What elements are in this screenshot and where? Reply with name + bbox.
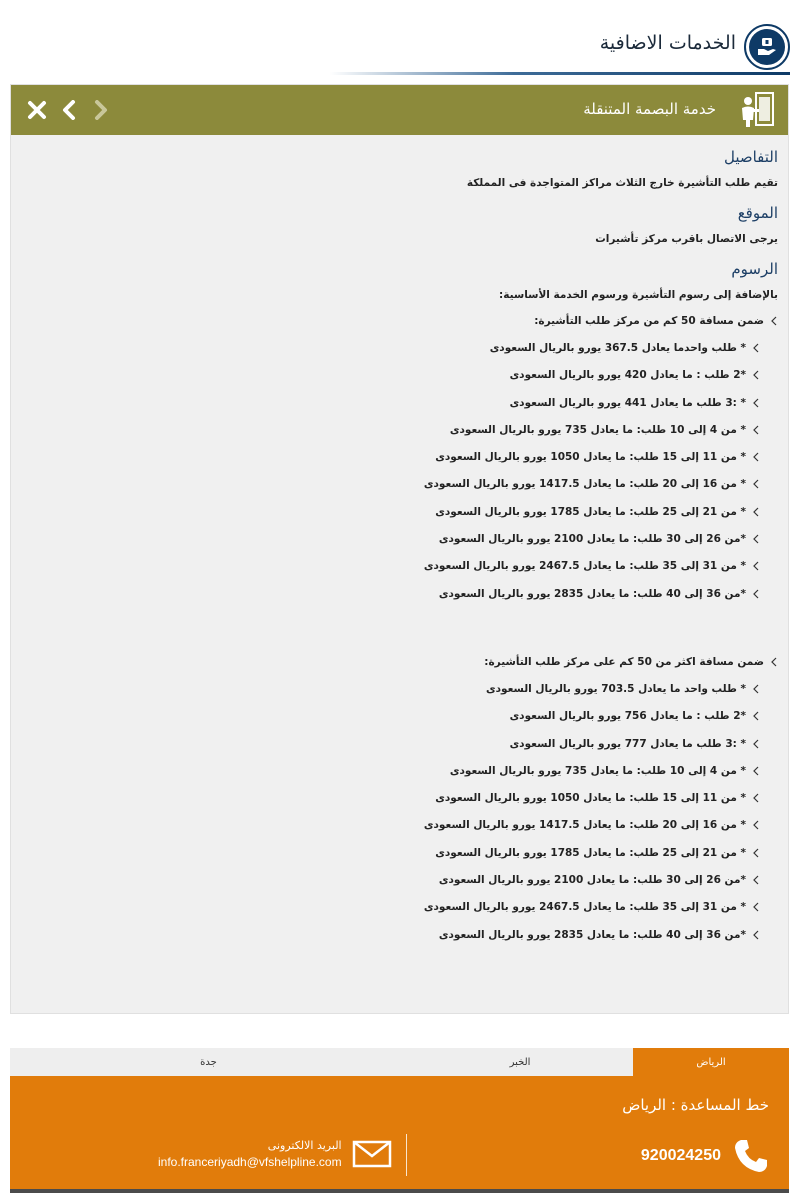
fee-list-item [21, 708, 760, 724]
fee-groups [21, 313, 778, 943]
fee-list-item [21, 395, 760, 411]
fee-group-heading-text: ضمن مسافة 50 كم من مركز طلب التأشيرة: [534, 315, 764, 327]
fee-list-item [21, 586, 760, 602]
fee-list-item-text: * من 16 إلى 20 طلب: ما يعادل 1417.5 يورو بالريال السعودى [423, 478, 746, 491]
contact-divider [406, 1134, 407, 1176]
location-title: الموقع [737, 204, 778, 222]
fee-list-item [21, 422, 760, 438]
fee-list-item-text: * من 11 إلى 15 طلب: ما يعادل 1050 يورو بالريال السعودى [435, 451, 746, 464]
mobile-biometric-icon [736, 90, 776, 130]
chevron-left-icon [752, 589, 760, 599]
fee-list-item-text: * من 4 إلى 10 طلب: ما يعادل 735 يورو بالريال السعودى [449, 764, 746, 777]
details-text: تقيم طلب التأشيرة خارج الثلاث مراكز المتواجدة فى المملكة [466, 177, 778, 189]
chevron-left-icon [770, 316, 778, 326]
service-panel [10, 84, 789, 1014]
fee-list-item-text: * من 21 إلى 25 طلب: ما يعادل 1785 يورو بالريال السعودى [435, 505, 746, 518]
fee-list-item [21, 845, 760, 861]
chevron-left-icon [752, 561, 760, 571]
hand-service-icon [744, 24, 790, 70]
fee-list-item-text: *من 36 إلى 40 طلب: ما يعادل 2835 يورو بالريال السعودى [438, 587, 746, 600]
chevron-left-icon [752, 902, 760, 912]
tab-jeddah[interactable]: جدة [200, 1056, 217, 1068]
close-button[interactable] [25, 97, 49, 123]
fee-list-item [21, 681, 760, 697]
bottom-strip [10, 1189, 789, 1193]
fee-list-item [21, 872, 760, 888]
fee-list-item-text: * من 21 إلى 25 طلب: ما يعادل 1785 يورو بالريال السعودى [435, 846, 746, 859]
fee-list-item-text: * من 31 إلى 35 طلب: ما يعادل 2467.5 يورو بالريال السعودى [423, 901, 746, 914]
fee-group-heading [21, 313, 778, 329]
chevron-left-icon [752, 875, 760, 885]
chevron-left-icon [752, 398, 760, 408]
chevron-left-icon [752, 739, 760, 749]
chevron-left-icon [752, 684, 760, 694]
chevron-left-icon [752, 534, 760, 544]
fee-list-item-text: * طلب واحدما يعادل 367.5 يورو بالريال السعودى [489, 342, 746, 354]
chevron-left-icon [752, 766, 760, 776]
fee-list-item-text: *من 26 إلى 30 طلب: ما يعادل 2100 يورو بالريال السعودى [438, 533, 746, 546]
fee-list-item [21, 449, 760, 465]
chevron-left-icon [752, 711, 760, 721]
fee-list-item-text: *من 26 إلى 30 طلب: ما يعادل 2100 يورو بالريال السعودى [438, 874, 746, 887]
envelope-icon [352, 1140, 392, 1168]
fee-list-item [21, 763, 760, 779]
fee-list-item [21, 790, 760, 806]
fee-list-item-text: *2 طلب : ما يعادل 756 يورو بالريال السعودى [509, 710, 746, 723]
details-title: التفاصيل [723, 148, 778, 166]
helpline-footer [10, 1048, 789, 1193]
phone-number[interactable]: 920024250 [640, 1147, 721, 1164]
city-tabs [10, 1048, 789, 1076]
fees-title: الرسوم [731, 260, 778, 278]
chevron-right-icon [93, 100, 109, 120]
fee-group-heading [21, 654, 778, 670]
chevron-left-icon [752, 479, 760, 489]
fee-list-item-text: * من 11 إلى 15 طلب: ما يعادل 1050 يورو بالريال السعودى [435, 792, 746, 805]
close-icon [27, 100, 47, 120]
fee-list-item [21, 340, 760, 356]
fee-list-item [21, 736, 760, 752]
tab-riyadh[interactable]: الرياض [633, 1048, 789, 1076]
next-button[interactable] [89, 97, 113, 123]
fee-list-item [21, 531, 760, 547]
panel-nav [25, 97, 113, 123]
fee-list-item-text: * من 4 إلى 10 طلب: ما يعادل 735 يورو بالريال السعودى [449, 423, 746, 436]
chevron-left-icon [752, 452, 760, 462]
fee-group-heading-text: ضمن مسافة اكثر من 50 كم على مركز طلب التأشيرة: [484, 655, 764, 668]
helpline-title: خط المساعدة : الرياض [622, 1096, 769, 1114]
chevron-left-icon [752, 793, 760, 803]
panel-content [11, 135, 788, 943]
header-divider [330, 72, 790, 75]
location-text: يرجى الاتصال باقرب مركز تأشيرات [595, 233, 778, 245]
panel-title-bar [11, 85, 788, 135]
chevron-left-icon [752, 425, 760, 435]
email-label: البريد الالكترونى [267, 1139, 342, 1152]
chevron-left-icon [770, 657, 778, 667]
email-contact [158, 1138, 392, 1170]
chevron-left-icon [752, 507, 760, 517]
fee-list-item-text: * :3 طلب ما يعادل 777 يورو بالريال السعودى [509, 737, 746, 750]
fee-list-item-text: *من 36 إلى 40 طلب: ما يعادل 2835 يورو بالريال السعودى [438, 928, 746, 941]
fee-list-item-text: *2 طلب : ما يعادل 420 يورو بالريال السعودى [509, 369, 746, 382]
group-spacer [21, 613, 778, 654]
panel-title: خدمة البصمة المتنقلة [583, 100, 716, 118]
chevron-left-icon [61, 100, 77, 120]
tab-khobar[interactable]: الخبر [509, 1056, 531, 1068]
fee-list-item-text: * من 31 إلى 35 طلب: ما يعادل 2467.5 يورو بالريال السعودى [423, 560, 746, 573]
phone-contact [641, 1136, 771, 1176]
fees-intro: بالإضافة إلى رسوم التأشيرة ورسوم الخدمة الأساسية: [499, 289, 778, 301]
fee-list-item [21, 476, 760, 492]
page-header [10, 20, 790, 76]
chevron-left-icon [752, 343, 760, 353]
fee-list-item [21, 899, 760, 915]
fee-list-item-text: * :3 طلب ما يعادل 441 يورو بالريال السعودى [509, 396, 746, 409]
fee-list-item [21, 817, 760, 833]
fee-list-item [21, 558, 760, 574]
helpline-box [10, 1076, 789, 1193]
fee-list-item [21, 504, 760, 520]
chevron-left-icon [752, 930, 760, 940]
fee-list-item-text: * طلب واحد ما يعادل 703.5 يورو بالريال السعودى [486, 682, 746, 695]
previous-button[interactable] [57, 97, 81, 123]
email-address[interactable]: info.franceriyadh@vfshelpline.com [158, 1155, 342, 1169]
fee-list-item [21, 367, 760, 383]
phone-icon [731, 1136, 771, 1176]
page-title: الخدمات الاضافية [599, 32, 736, 54]
chevron-left-icon [752, 370, 760, 380]
fee-list-item-text: * من 16 إلى 20 طلب: ما يعادل 1417.5 يورو بالريال السعودى [423, 819, 746, 832]
fee-list-item [21, 927, 760, 943]
chevron-left-icon [752, 848, 760, 858]
chevron-left-icon [752, 820, 760, 830]
